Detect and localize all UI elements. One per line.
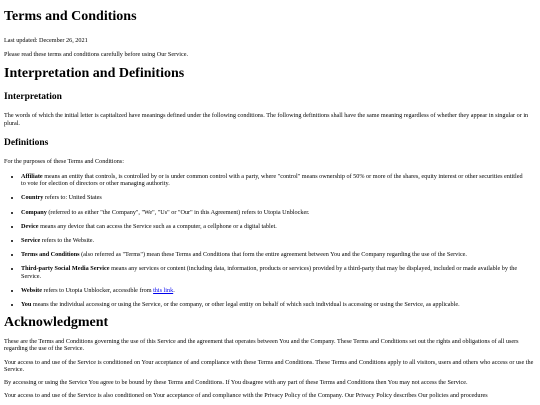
definition-service [21,237,536,244]
definitions-intro: For the purposes of these Terms and Conditions: [4,157,124,165]
intro-text: Please read these terms and conditions carefully before using Our Service. [4,51,189,59]
definition-term: Company [21,208,47,216]
definition-term: Service [21,237,41,245]
definition-device [21,223,536,230]
definition-term: Affiliate [21,173,43,181]
definition-text: refers to the Website. [40,237,95,245]
definition-text: (referred to as either "the Company", "We", "Us" or "Our" in this Agreement) refers to Utopia Unblocker. [46,208,310,216]
definitions-heading: Definitions [4,137,49,148]
definition-term: Third-party Social Media Service [21,265,110,273]
acknowledgment-paragraph: Your access to and use of the Service is also conditioned on Your acceptance of and compliance with the Privacy Policy of the Company. Our Privacy Policy describes Our policies and procedures [4,392,488,400]
interpretation-heading: Interpretation [4,92,62,103]
definition-affiliate [21,173,536,187]
definition-text: means the individual accessing or using the Service, or the company, or other legal entity on behalf of which such individual is accessing or using the Service, as applicable. [31,301,460,309]
definition-terms-and-conditions [21,251,536,258]
definition-text: (also referred as "Terms") mean these Terms and Conditions that form the entire agreement between You and the Company regarding the use of the Service. [79,251,467,259]
terms-page [0,9,540,399]
definition-term: Device [21,222,39,230]
acknowledgment-heading: Acknowledgment [4,315,109,331]
acknowledgment-paragraph: Your access to and use of the Service is conditioned on Your acceptance of and compliance with these Terms and Conditions. These Terms and Conditions apply to all visitors, users and others who access or use the Service. [4,358,534,373]
acknowledgment-paragraph: By accessing or using the Service You agree to be bound by these Terms and Conditions. If You disagree with any part of these Terms and Conditions then You may not access the Service. [4,379,468,387]
acknowledgment-paragraph: These are the Terms and Conditions governing the use of this Service and the agreement that operates between You and the Company. These Terms and Conditions set out the rights and obligations of all users regarding the use of the Service. [4,338,519,353]
page-title: Terms and Conditions [4,9,137,24]
definition-country [21,194,536,201]
definition-text: means any device that can access the Service such as a computer, a cellphone or a digital tablet. [38,222,277,230]
last-updated: Last updated: December 26, 2021 [4,37,88,44]
definition-term: Country [21,194,44,202]
definition-text: refers to: United States [43,194,102,202]
definition-text: means any services or content (including data, information, products or services) provided by a third-party that may be displayed, included or made available by the Service. [21,265,518,280]
definition-term: Website [21,286,42,294]
definition-website [21,287,536,294]
definition-company [21,209,536,216]
interpretation-text: The words of which the initial letter is capitalized have meanings defined under the following conditions. The following definitions shall have the same meaning regardless of whether they appear in singular or in plural. [4,112,529,127]
definition-term: You [21,301,32,309]
definition-text: refers to Utopia Unblocker, accessible from [41,286,154,294]
definition-you [21,301,536,308]
definition-text-end: . [173,286,175,294]
interpretation-definitions-heading: Interpretation and Definitions [4,66,185,82]
website-link[interactable]: this link [153,286,174,294]
definitions-list [4,173,536,308]
definition-term: Terms and Conditions [21,251,80,259]
definition-text: means an entity that controls, is controlled by or is under common control with a party, where "control" means ownership of 50% or more of the shares, equity interest or other securities entitled to vote for election of directors or other managing authority. [21,173,523,188]
definition-third-party-social-media [21,265,536,279]
